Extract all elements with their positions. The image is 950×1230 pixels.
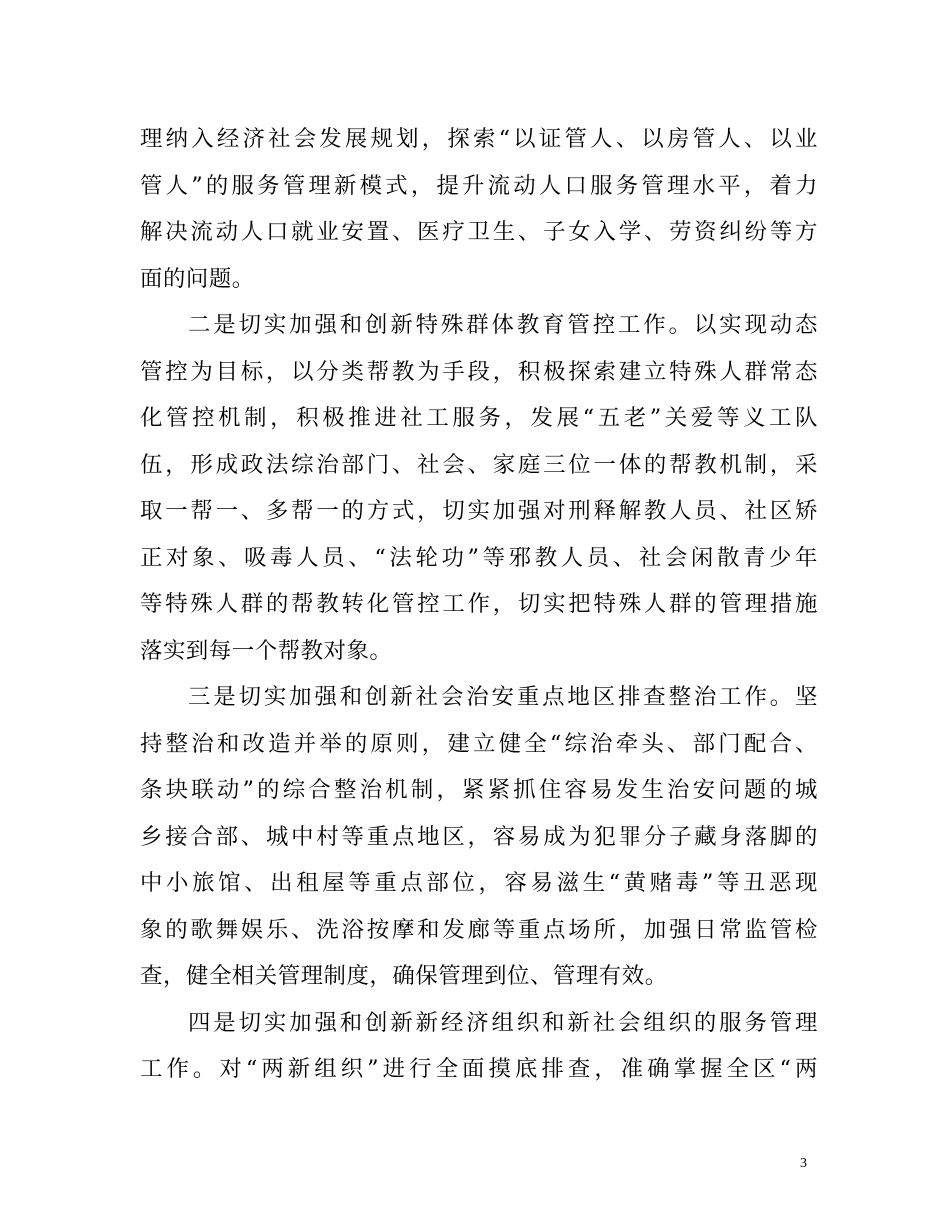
- text-line: 化管控机制，积极推进社工服务，发展“五老”关爱等义工队: [140, 405, 818, 431]
- text-line: 乡接合部、城中村等重点地区，容易成为犯罪分子藏身落脚的: [140, 823, 818, 850]
- paragraph-first-line: 二是切实加强和创新特殊群体教育管控工作。以实现动态: [188, 312, 818, 338]
- page-number: 3: [800, 1156, 807, 1171]
- text-line: 象的歌舞娱乐、洗浴按摩和发廊等重点场所，加强日常监管检: [140, 916, 818, 943]
- text-line: 查，健全相关管理制度，确保管理到位、管理有效。: [140, 963, 668, 989]
- text-line: 管人”的服务管理新模式，提升流动人口服务管理水平，着力: [140, 172, 818, 199]
- text-line: 落实到每一个帮教对象。: [140, 637, 393, 664]
- text-line: 管控为目标，以分类帮教为手段，积极探索建立特殊人群常态: [140, 358, 818, 385]
- text-line: 正对象、吸毒人员、“法轮功”等邪教人员、社会闲散青少年: [140, 544, 818, 571]
- text-line: 理纳入经济社会发展规划，探索“以证管人、以房管人、以业: [140, 126, 818, 152]
- text-line: 解决流动人口就业安置、医疗卫生、子女入学、劳资纠纷等方: [140, 219, 818, 245]
- text-line: 中小旅馆、出租屋等重点部位，容易滋生“黄赌毒”等丑恶现: [140, 870, 818, 896]
- body-text: [140, 116, 818, 1093]
- paragraph-first-line: 四是切实加强和创新新经济组织和新社会组织的服务管理: [188, 1009, 818, 1036]
- text-line: 工作。对“两新组织”进行全面摸底排查，准确掌握全区“两: [140, 1056, 818, 1082]
- text-line: 等特殊人群的帮教转化管控工作，切实把特殊人群的管理措施: [140, 591, 818, 617]
- text-line: 面的问题。: [140, 265, 255, 292]
- text-line: 持整治和改造并举的原则，建立健全“综治牵头、部门配合、: [140, 730, 818, 757]
- text-line: 伍，形成政法综治部门、社会、家庭三位一体的帮教机制，采: [140, 451, 818, 478]
- text-line: 条块联动”的综合整治机制，紧紧抓住容易发生治安问题的城: [140, 777, 818, 803]
- paragraph-first-line: 三是切实加强和创新社会治安重点地区排查整治工作。坚: [188, 684, 818, 710]
- text-line: 取一帮一、多帮一的方式，切实加强对刑释解教人员、社区矫: [140, 498, 818, 524]
